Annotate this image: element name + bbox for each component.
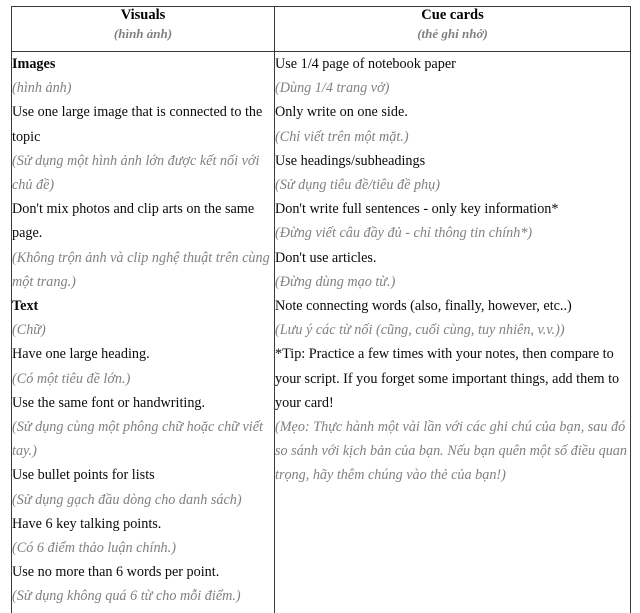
guideline-line: Only write on one side.: [275, 104, 408, 121]
translation-line: (Dùng 1/4 trang vở): [275, 80, 390, 97]
translation-line: (hình ảnh): [12, 80, 72, 97]
translation-line: (Chỉ viết trên một mặt.): [275, 128, 409, 145]
guideline-line: Use 1/4 page of notebook paper: [275, 56, 456, 72]
header-subtitle-visuals: (hình ảnh): [113, 26, 173, 41]
translation-line: (Có 6 điểm thảo luận chính.): [12, 540, 176, 557]
table-header-row: [12, 7, 631, 52]
translation-line: (Sử dụng tiêu đề/tiêu đề phụ): [275, 177, 440, 194]
translation-line: (Sử dụng cùng một phông chữ hoặc chữ viết tay.): [12, 419, 263, 460]
guideline-line: Don't mix photos and clip arts on the same page.: [12, 201, 255, 242]
header-cell-visuals: [12, 7, 275, 52]
body-cell-visuals: [12, 52, 275, 613]
translation-line: (Sử dụng gạch đầu dòng cho danh sách): [12, 491, 242, 508]
header-cell-cue-cards: [275, 7, 631, 52]
guideline-line: Note connecting words (also, finally, however, etc..): [275, 298, 572, 315]
guideline-line: Text: [12, 298, 39, 315]
translation-line: (Sử dụng một hình ảnh lớn được kết nối với chủ đề): [12, 152, 260, 194]
guideline-line: *Tip: Practice a few times with your notes, then compare to your script. If you forget some important things, add them to your card!: [275, 346, 620, 411]
cue-cards-line-list: [275, 52, 630, 488]
guideline-line: Have one large heading.: [12, 346, 150, 363]
guideline-line: Use the same font or handwriting.: [12, 394, 206, 411]
header-title-cue-cards: Cue cards: [421, 7, 484, 23]
guideline-line: Images: [12, 56, 56, 72]
translation-line: (Đừng dùng mạo từ.): [275, 273, 396, 290]
translation-line: (Không trộn ảnh và clip nghệ thuật trên cùng một trang.): [12, 249, 270, 290]
header-title-visuals: Visuals: [120, 7, 166, 23]
translation-line: (Đừng viết câu đầy đủ - chỉ thông tin chính*): [275, 225, 533, 242]
guideline-line: Use bullet points for lists: [12, 467, 155, 484]
translation-line: (Sử dụng không quá 6 từ cho mỗi điểm.): [12, 588, 241, 605]
guideline-line: Use headings/subheadings: [275, 152, 426, 169]
presentation-guide-table: [11, 6, 631, 613]
translation-line: (Có một tiêu đề lớn.): [12, 370, 131, 387]
body-cell-cue-cards: [275, 52, 631, 613]
header-subtitle-cue-cards: (thẻ ghi nhớ): [417, 26, 488, 41]
table-body-row: [12, 52, 631, 613]
translation-line: (Chữ): [12, 322, 46, 339]
guideline-line: Don't write full sentences - only key information*: [275, 201, 559, 218]
guideline-line: Have 6 key talking points.: [12, 515, 162, 532]
translation-line: (Lưu ý các từ nối (cũng, cuối cùng, tuy nhiên, v.v.)): [275, 322, 565, 339]
guideline-line: Don't use articles.: [275, 249, 377, 266]
visuals-line-list: [12, 52, 274, 609]
guideline-line: Use one large image that is connected to the topic: [12, 104, 263, 145]
guideline-line: Use no more than 6 words per point.: [12, 564, 220, 581]
translation-line: (Mẹo: Thực hành một vài lần với các ghi chú của bạn, sau đó so sánh với kịch bản của bạn. Nếu bạn quên một số điều quan trọng, hãy thêm chúng vào thẻ của bạn!): [275, 419, 627, 484]
